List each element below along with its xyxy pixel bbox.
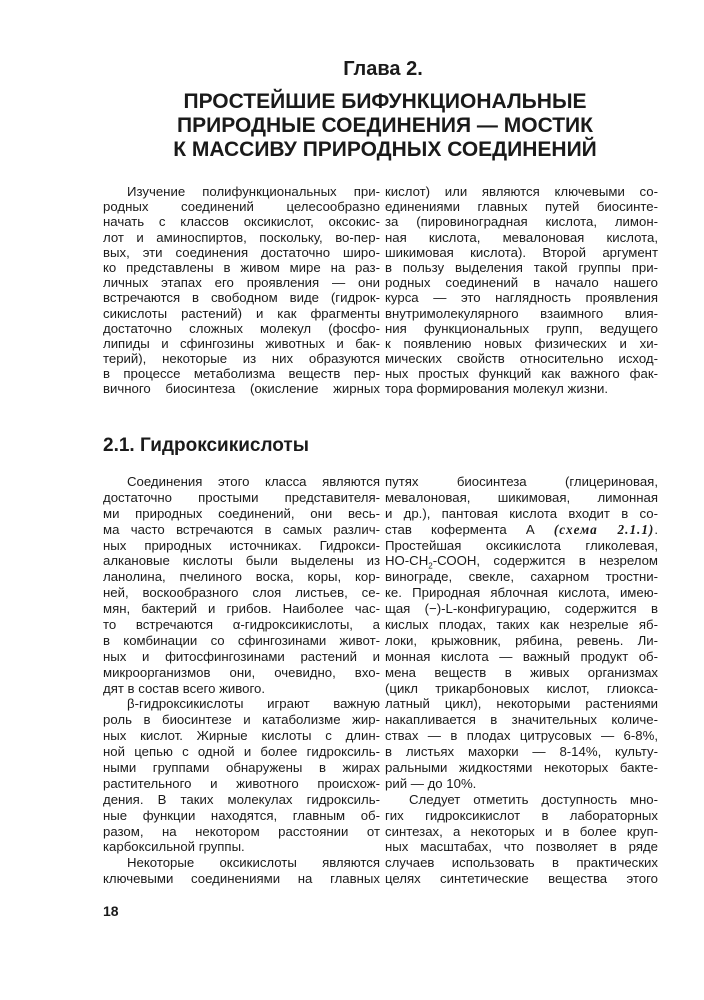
text-line: путях биосинтеза (глицериновая, (385, 474, 658, 489)
text-line: ствах — в плодах цитрусовых — 6-8%, (385, 728, 658, 744)
chapter-label: Глава 2. (343, 58, 423, 80)
text-line: ма часто встречаются в самых различ- (103, 521, 380, 537)
text-line: ной цепью с одной и более гидроксиль- (103, 744, 380, 760)
intro-right-column (385, 184, 658, 397)
text-line: встречаются в свободном виде (гидрок- (103, 290, 380, 306)
text-line: вичного биосинтеза (окисление жирных (103, 381, 380, 397)
text-line: к появлению новых физических и хи- (385, 335, 658, 351)
text-line: в листьях махорки — 8-14%, культу- (385, 744, 658, 760)
text-line: накапливается в значительных количе- (385, 712, 658, 728)
text-line: β-гидроксикислоты играют важную (127, 696, 380, 712)
title-line: ПРОСТЕЙШИЕ БИФУНКЦИОНАЛЬНЫЕ (183, 90, 587, 113)
subscript: 2 (428, 562, 433, 570)
text-line: в пользу выделения такой группы при- (385, 259, 658, 275)
text-line: родных соединений целесообразно (103, 199, 380, 215)
paragraph (103, 696, 380, 855)
text-line: сикислоты растений) и как фрагменты (103, 305, 380, 321)
text-line: ке. Природная яблочная кислота, имею- (385, 585, 658, 601)
text-line: алкановые кислоты были выделены из (103, 553, 380, 569)
title-line: ПРИРОДНЫЕ СОЕДИНЕНИЯ — МОСТИК (177, 114, 593, 137)
text-line: Изучение полифункциональных при- (127, 184, 380, 199)
text-line: Соединения этого класса являются (127, 474, 380, 489)
text-line: то встречаются α-гидроксикислоты, а (103, 617, 380, 633)
text-line: монная кислота — важный продукт об- (385, 648, 658, 664)
text-line: мян, бактерий и грибов. Наиболее час- (103, 601, 380, 617)
section-left-column (103, 474, 380, 887)
paragraph (103, 855, 380, 887)
text-line: карбоксильной группы. (103, 839, 245, 855)
text-line: курса — это наглядность проявления (385, 290, 658, 306)
text-line: вых, эти соединения достаточно широ- (103, 244, 380, 260)
title-line: К МАССИВУ ПРИРОДНЫХ СОЕДИНЕНИЙ (173, 138, 597, 161)
text-line: ральными жидкостями некоторых бакте- (385, 760, 658, 776)
text-line: микроорганизмов они, очевидно, вхо- (103, 664, 380, 680)
text-line: латный цикл), некоторыми растениями (385, 696, 658, 712)
text-line: кислот) или являются ключевыми со- (385, 184, 658, 199)
text-line: ными группами обнаружены в жирах (103, 760, 380, 776)
chapter-title (100, 90, 670, 162)
paragraph (385, 184, 658, 397)
text-line: разом, на некотором расстоянии от (103, 823, 380, 839)
text-line: рий — до 10%. (385, 775, 477, 791)
text-line: тора формирования молекул жизни. (385, 381, 609, 397)
text-segment: став кофермента А (385, 521, 554, 537)
text-line: случаев использовать в практических (385, 855, 658, 871)
text-line: за (пировиноградная кислота, лимон- (385, 214, 658, 230)
text-line: лот и аминоспиртов, поскольку, во-пер- (103, 229, 380, 245)
section-right-column (385, 474, 658, 887)
text-line: единениями главных путей биосинте- (385, 199, 658, 215)
text-line: в процессе метаболизма веществ пер- (103, 366, 380, 382)
text-line: дят в состав всего живого. (103, 680, 265, 696)
text-line: начать с классов оксикислот, оксокис- (103, 214, 380, 230)
text-line: мических свойств относительно исход- (385, 351, 658, 367)
text-line: роль в биосинтезе и катаболизме жир- (103, 712, 380, 728)
text-line: ные функции находятся, главным об- (103, 807, 380, 823)
text-line: синтезах, а некоторых и в более круп- (385, 823, 658, 839)
text-line: ния функциональных групп, ведущего (385, 320, 658, 336)
text-line: внутримолекулярного взаимного влия- (385, 305, 658, 321)
text-segment: . (654, 521, 658, 537)
text-line: достаточно сложных молекул (фосфо- (103, 320, 380, 336)
text-line: Некоторые оксикислоты являются (127, 855, 380, 871)
text-line: мена веществ в живых организмах (385, 664, 658, 680)
text-line: Простейшая оксикислота гликолевая, (385, 537, 658, 553)
paragraph (103, 184, 380, 397)
text-line: винограде, свекле, сахарном тростни- (385, 569, 658, 585)
text-line: растительного и животного происхож- (103, 775, 380, 791)
paragraph (385, 792, 658, 887)
text-segment: НО-СН (385, 553, 429, 569)
text-line: достаточно простыми представителя- (103, 489, 380, 505)
text-line: ми природных соединений, они весь- (103, 505, 380, 521)
text-line: ных и фитосфингозинами растений и (103, 648, 380, 664)
text-line: кислых плодах, таких как незрелые яб- (385, 617, 658, 633)
text-line (385, 522, 658, 538)
text-line: в комбинации со сфингозинами живот- (103, 632, 380, 648)
text-line: целях синтетические вещества этого (385, 871, 658, 887)
paragraph (103, 474, 380, 696)
text-line: дения. В таких молекулах гидроксиль- (103, 791, 380, 807)
text-line: локи, крыжовник, рябина, ревень. Ли- (385, 632, 658, 648)
text-line: (цикл трикарбоновых кислот, глиокса- (385, 680, 658, 696)
text-line (385, 553, 658, 569)
text-segment: -СООН, содержится в незрелом (432, 553, 658, 569)
text-line: липиды и сфингозины животных и бак- (103, 335, 380, 351)
section-heading: 2.1. Гидроксикислоты (103, 435, 309, 456)
paragraph (385, 474, 658, 792)
text-line: ных простых функций как важного фак- (385, 366, 658, 382)
text-line: личных этапах его проявления — они (103, 275, 380, 291)
text-line: Следует отметить доступность мно- (409, 791, 658, 807)
scheme-reference: (схема 2.1.1) (553, 521, 655, 537)
text-line: ко представлены в живом мире на раз- (103, 259, 380, 275)
text-line: ных масштабах, что позволяет в ряде (385, 839, 658, 855)
text-line: ланолина, пчелиного воска, коры, кор- (103, 569, 380, 585)
text-line: шикимовая кислота). Второй аргумент (385, 244, 658, 260)
intro-left-column (103, 184, 380, 397)
text-line: и др.), пантовая кислота входит в со- (385, 505, 658, 521)
text-line: ных кислот. Жирные кислоты с длин- (103, 728, 380, 744)
page-number: 18 (103, 903, 119, 919)
text-line: щая (−)-L-конфигурацию, содержится в (385, 601, 658, 617)
text-line: терий), некоторые из них образуются (103, 351, 380, 367)
text-line: ключевыми соединениями на главных (103, 871, 380, 887)
text-line: ная кислота, мевалоновая кислота, (385, 229, 658, 245)
text-line: гих гидроксикислот в лабораторных (385, 807, 658, 823)
text-line: мевалоновая, шикимовая, лимонная (385, 489, 658, 505)
text-line: ней, воскообразного слоя листьев, се- (103, 585, 380, 601)
text-line: родных соединений в начало нашего (385, 275, 658, 291)
text-line: ных природных источниках. Гидрокси- (103, 537, 380, 553)
